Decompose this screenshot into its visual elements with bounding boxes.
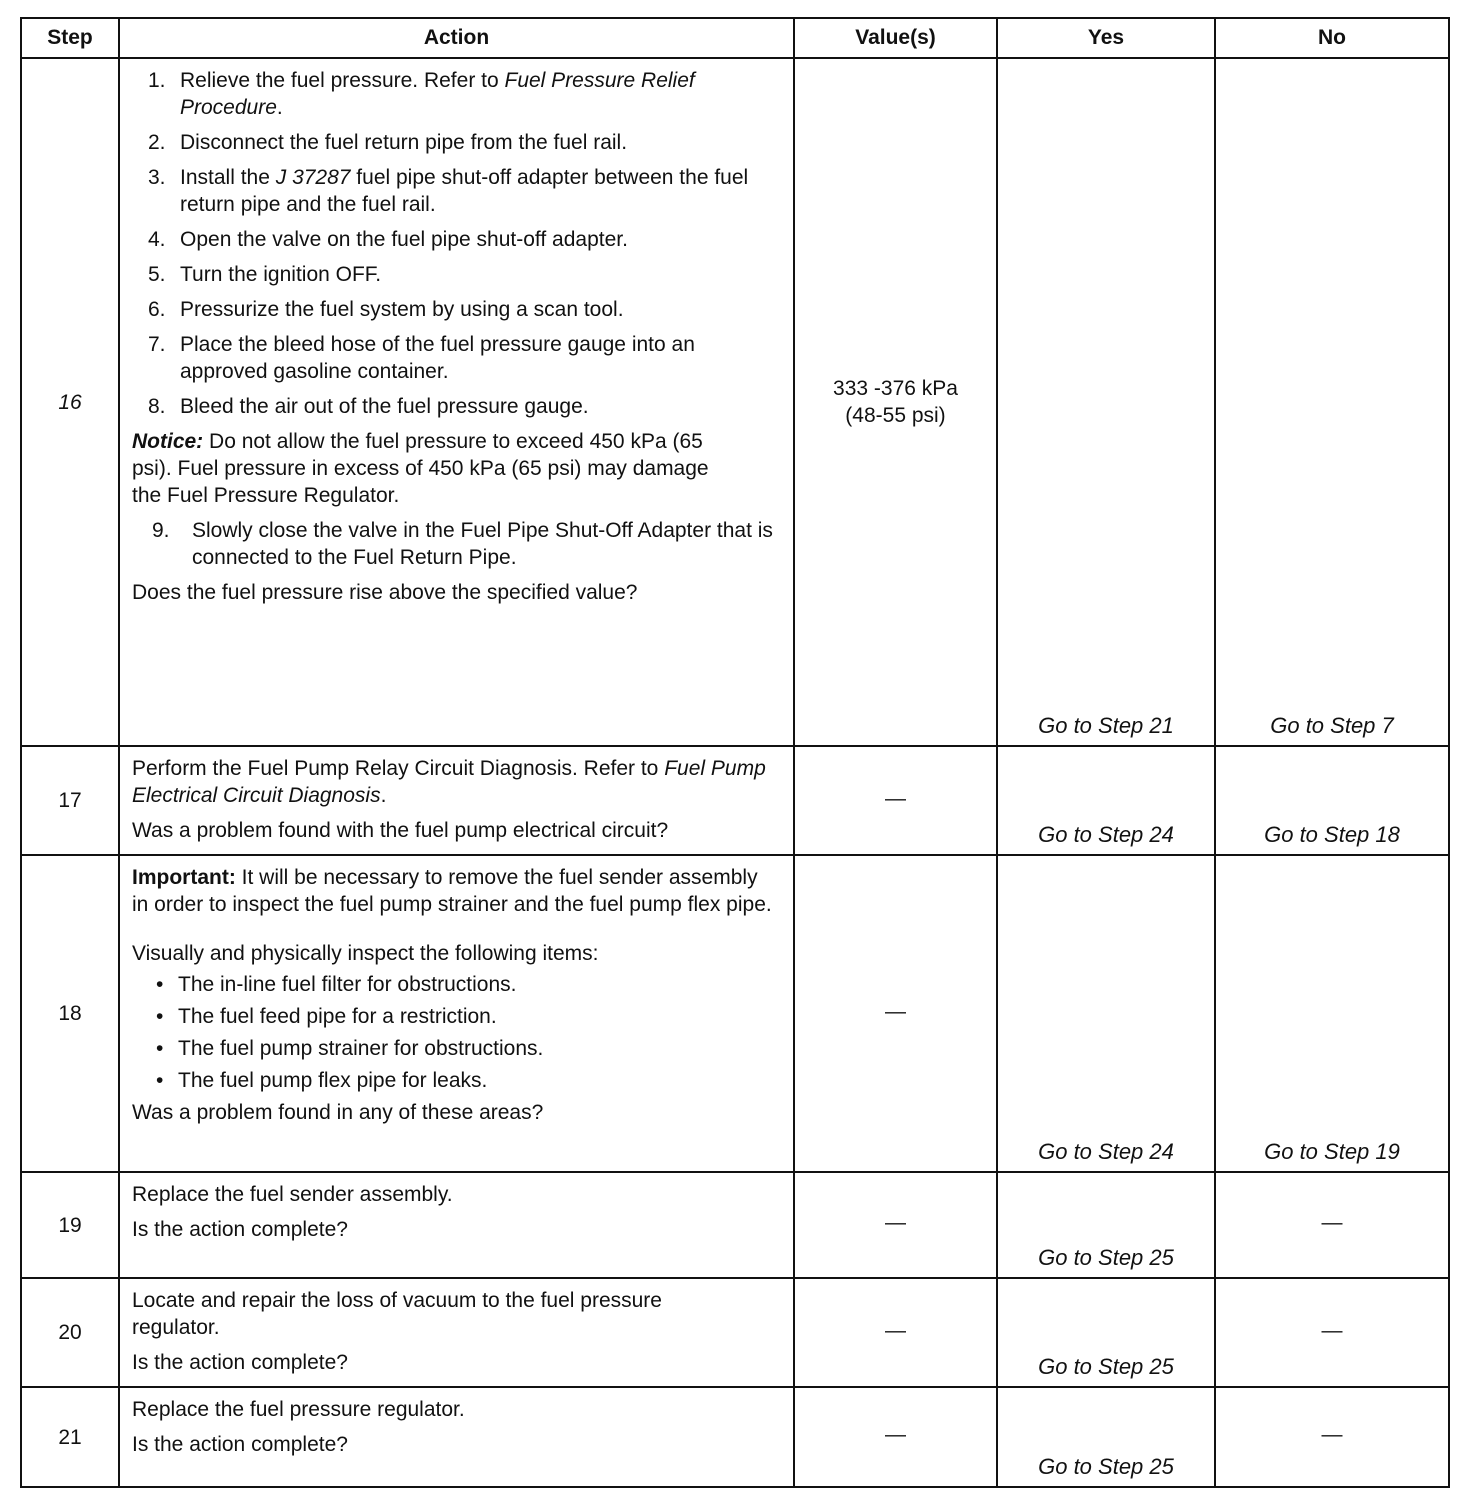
- yes-cell: [997, 1278, 1215, 1387]
- no-cell: [1215, 746, 1449, 855]
- table-row-step-20: [21, 1278, 1449, 1387]
- header-no: No: [1215, 18, 1449, 58]
- empty-value: —: [885, 1422, 906, 1446]
- header-action: Action: [119, 18, 794, 58]
- empty-value: —: [885, 1210, 906, 1234]
- no-cell: [1215, 855, 1449, 1172]
- goto-step-link[interactable]: Go to Step 18: [1264, 822, 1400, 847]
- value-psi: (48-55 psi): [845, 404, 946, 427]
- goto-step-link[interactable]: Go to Step 24: [1038, 822, 1174, 847]
- question: Is the action complete?: [132, 1351, 348, 1374]
- question: Was a problem found with the fuel pump electrical circuit?: [132, 819, 669, 842]
- yes-cell: [997, 58, 1215, 746]
- no-cell: [1215, 1172, 1449, 1278]
- procedure-list-continued: [132, 517, 779, 571]
- reference-link[interactable]: Fuel Pump Electrical Circuit Diagnosis: [132, 757, 766, 807]
- instruction: Replace the fuel sender assembly.: [132, 1183, 453, 1206]
- goto-step-link[interactable]: Go to Step 24: [1038, 1139, 1174, 1164]
- header-yes: Yes: [997, 18, 1215, 58]
- goto-step-link[interactable]: Go to Step 25: [1038, 1354, 1174, 1379]
- list-item: • The fuel feed pipe for a restriction.: [132, 1003, 779, 1030]
- step-number: 18: [21, 855, 119, 1172]
- goto-step-link[interactable]: Go to Step 25: [1038, 1245, 1174, 1270]
- header-row: [21, 18, 1449, 58]
- no-cell: [1215, 1278, 1449, 1387]
- step-number: 17: [21, 746, 119, 855]
- goto-step-link[interactable]: Go to Step 21: [1038, 713, 1174, 738]
- procedure-step: 4. Open the valve on the fuel pipe shut-off adapter.: [148, 228, 628, 251]
- empty-value: —: [885, 786, 906, 810]
- list-item: • The in-line fuel filter for obstructions.: [132, 971, 779, 998]
- step-number: 19: [21, 1172, 119, 1278]
- question: Is the action complete?: [132, 1433, 348, 1456]
- value-cell: [794, 855, 997, 1172]
- value-cell: [794, 58, 997, 746]
- yes-cell: [997, 855, 1215, 1172]
- empty-value: —: [885, 1318, 906, 1342]
- action-cell: [119, 746, 794, 855]
- value-kpa: 333 -376 kPa: [833, 377, 958, 400]
- yes-cell: [997, 746, 1215, 855]
- value-cell: [794, 1172, 997, 1278]
- yes-cell: [997, 1172, 1215, 1278]
- goto-step-link[interactable]: Go to Step 25: [1038, 1454, 1174, 1479]
- no-cell: [1215, 58, 1449, 746]
- action-cell: [119, 1172, 794, 1278]
- notice: Notice: Do not allow the fuel pressure to exceed 450 kPa (65 psi). Fuel pressure in excess of 450 kPa (65 psi) may damage the Fuel Pressure Regulator.: [132, 430, 709, 507]
- header-step: Step: [21, 18, 119, 58]
- diagnostic-table: [20, 17, 1450, 1488]
- procedure-step: 2. Disconnect the fuel return pipe from the fuel rail.: [148, 131, 628, 154]
- question: Was a problem found in any of these areas?: [132, 1101, 544, 1124]
- question: Is the action complete?: [132, 1218, 348, 1241]
- table-row-step-21: [21, 1387, 1449, 1487]
- empty-value: —: [885, 999, 906, 1023]
- value-cell: [794, 746, 997, 855]
- table-row-step-16: [21, 58, 1449, 746]
- inspection-intro: Visually and physically inspect the following items:: [132, 942, 599, 965]
- no-cell: [1215, 1387, 1449, 1487]
- list-item: • The fuel pump strainer for obstructions.: [132, 1035, 779, 1062]
- procedure-step: 8. Bleed the air out of the fuel pressure gauge.: [148, 395, 589, 418]
- yes-cell: [997, 1387, 1215, 1487]
- procedure-step: 7. Place the bleed hose of the fuel pressure gauge into an approved gasoline container.: [148, 333, 695, 383]
- list-item: • The fuel pump flex pipe for leaks.: [132, 1067, 779, 1094]
- goto-step-link[interactable]: Go to Step 19: [1264, 1139, 1400, 1164]
- important-note: Important: It will be necessary to remove the fuel sender assembly in order to inspect the fuel pump strainer and the fuel pump flex pipe.: [132, 866, 772, 916]
- action-cell: [119, 58, 794, 746]
- action-cell: [119, 855, 794, 1172]
- question: Does the fuel pressure rise above the specified value?: [132, 581, 638, 604]
- step-number: 21: [21, 1387, 119, 1487]
- action-cell: [119, 1278, 794, 1387]
- step-number: 20: [21, 1278, 119, 1387]
- header-values: Value(s): [794, 18, 997, 58]
- procedure-step: 3. Install the J 37287 fuel pipe shut-off adapter between the fuel return pipe and the fuel rail.: [148, 166, 749, 216]
- value-cell: [794, 1278, 997, 1387]
- action-cell: [119, 1387, 794, 1487]
- procedure-step: 1. Relieve the fuel pressure. Refer to Fuel Pressure Relief Procedure.: [148, 69, 695, 119]
- empty-value: —: [1321, 1318, 1343, 1342]
- procedure-step: 9. Slowly close the valve in the Fuel Pipe Shut-Off Adapter that is connected to the Fuel Return Pipe.: [152, 519, 773, 569]
- procedure-list: [132, 67, 779, 420]
- inspection-list: [132, 971, 779, 1094]
- value-cell: [794, 1387, 997, 1487]
- table-row-step-17: [21, 746, 1449, 855]
- step-number: 16: [21, 58, 119, 746]
- empty-value: —: [1321, 1210, 1343, 1234]
- instruction: Locate and repair the loss of vacuum to the fuel pressure regulator.: [132, 1289, 662, 1339]
- tool-reference: J 37287: [275, 166, 351, 189]
- empty-value: —: [1321, 1422, 1343, 1446]
- table-row-step-19: [21, 1172, 1449, 1278]
- procedure-step: 5. Turn the ignition OFF.: [148, 263, 382, 286]
- instruction: Replace the fuel pressure regulator.: [132, 1398, 465, 1421]
- table-row-step-18: [21, 855, 1449, 1172]
- instruction: Perform the Fuel Pump Relay Circuit Diagnosis. Refer to Fuel Pump Electrical Circuit Diagnosis.: [132, 757, 766, 807]
- goto-step-link[interactable]: Go to Step 7: [1270, 713, 1394, 738]
- reference-link[interactable]: Fuel Pressure Relief Procedure: [180, 69, 695, 119]
- procedure-step: 6. Pressurize the fuel system by using a scan tool.: [148, 298, 624, 321]
